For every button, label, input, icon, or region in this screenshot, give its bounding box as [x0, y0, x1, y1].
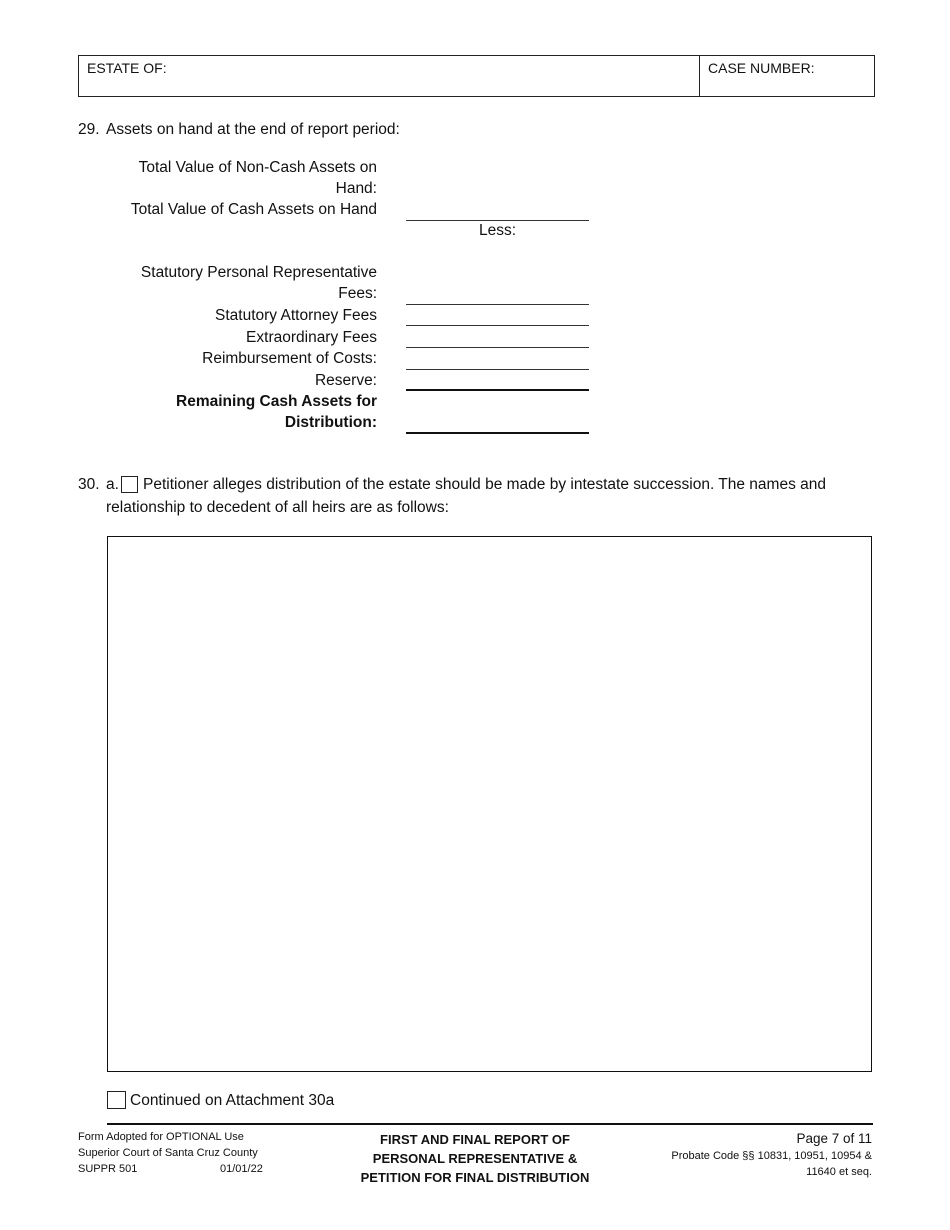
reimbursement-line[interactable]	[406, 369, 589, 370]
reimbursement-label: Reimbursement of Costs:	[202, 350, 377, 367]
extraordinary-fees-line[interactable]	[406, 347, 589, 348]
q30-text-line1: Petitioner alleges distribution of the estate should be made by intestate succession. The names and	[143, 476, 826, 493]
q29-text: Assets on hand at the end of report period:	[106, 121, 400, 138]
q30-number: 30.	[78, 476, 100, 493]
footer-form-date: 01/01/22	[220, 1163, 263, 1175]
statutory-attorney-fees-label: Statutory Attorney Fees	[215, 307, 377, 324]
continued-label: Continued on Attachment 30a	[130, 1092, 335, 1109]
q30-text-line2: relationship to decedent of all heirs are as follows:	[106, 499, 449, 516]
extraordinary-fees-label: Extraordinary Fees	[246, 329, 377, 346]
q30-sub-label: a.	[106, 476, 119, 493]
reserve-label: Reserve:	[314, 372, 377, 389]
header-divider	[699, 55, 700, 97]
cash-label: Total Value of Cash Assets on Hand	[130, 201, 377, 218]
probate-code-line2: 11640 et seq.	[806, 1166, 872, 1178]
footer-form-code: SUPPR 501	[78, 1163, 138, 1175]
q29-number: 29.	[78, 121, 100, 138]
non-cash-label: Total Value of Non-Cash Assets on Hand:	[138, 159, 377, 197]
intestate-checkbox[interactable]	[121, 476, 138, 493]
estate-of-label: ESTATE OF:	[87, 60, 167, 76]
footer-adopted: Form Adopted for OPTIONAL Use	[78, 1131, 244, 1143]
statutory-attorney-fees-line[interactable]	[406, 325, 589, 326]
page-number: Page 7 of 11	[796, 1131, 872, 1146]
continued-checkbox[interactable]	[107, 1091, 126, 1109]
reserve-line[interactable]	[406, 389, 589, 391]
remaining-cash-line[interactable]	[406, 432, 589, 434]
cash-amount-line[interactable]	[406, 220, 589, 221]
probate-code-line1: Probate Code §§ 10831, 10951, 10954 &	[671, 1150, 872, 1162]
statutory-pr-fees-line[interactable]	[406, 304, 589, 305]
footer-court: Superior Court of Santa Cruz County	[78, 1147, 258, 1159]
heirs-text-area[interactable]	[107, 536, 872, 1072]
remaining-cash-label: Remaining Cash Assets for Distribution:	[176, 393, 377, 431]
statutory-pr-fees-label: Statutory Personal Representative Fees:	[140, 264, 377, 302]
case-number-label: CASE NUMBER:	[708, 60, 815, 76]
footer-title: FIRST AND FINAL REPORT OF PERSONAL REPRESENTATIVE & PETITION FOR FINAL DISTRIBUTION	[360, 1132, 590, 1185]
footer-rule	[107, 1123, 873, 1125]
less-label: Less:	[478, 222, 517, 239]
